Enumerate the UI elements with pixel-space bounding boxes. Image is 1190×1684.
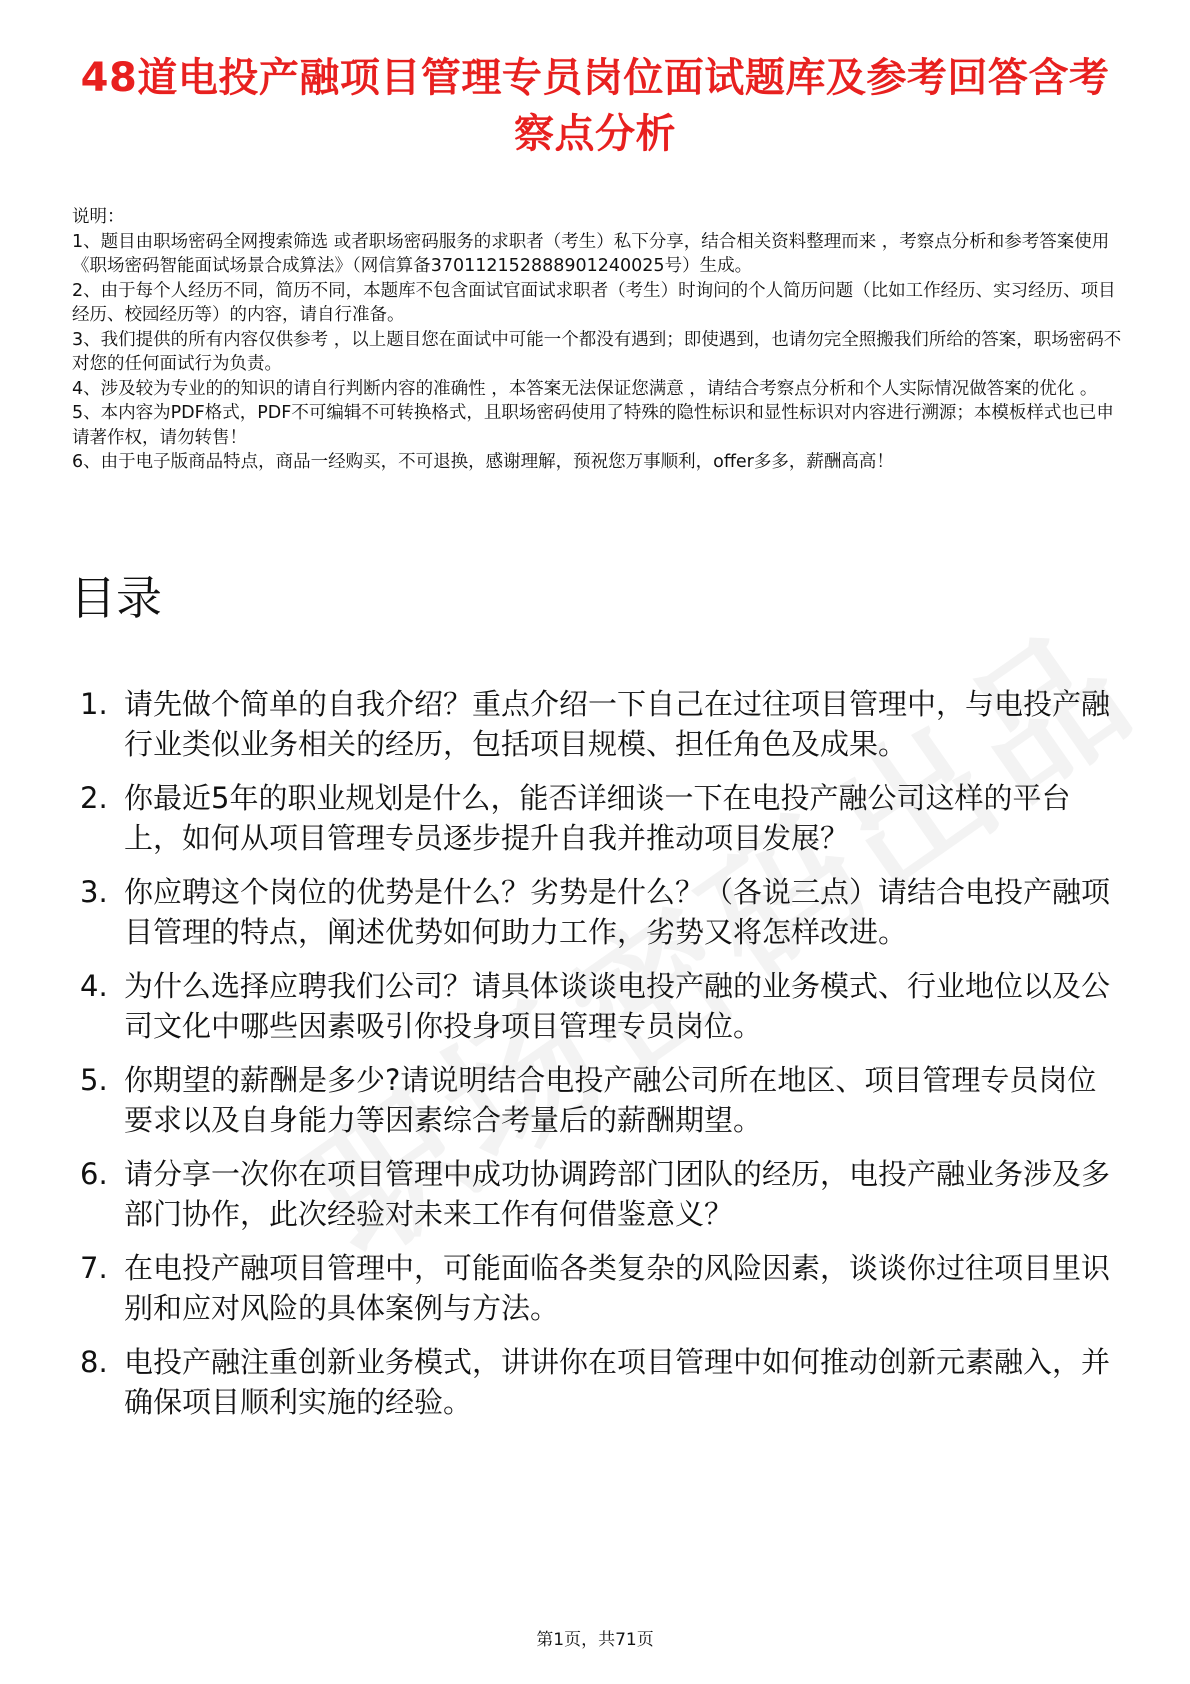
- toc-item-number: 8.: [80, 1345, 108, 1379]
- toc-item-number: 5.: [80, 1063, 108, 1097]
- note-item: 1、题目由职场密码全网搜索筛选 或者职场密码服务的求职者（考生）私下分享，结合相关资料整理而来 ，考察点分析和参考答案使用《职场密码智能面试场景合成算法》（网信算备370112152888901240025号）生成。: [72, 231, 1110, 276]
- note-item: 3、我们提供的所有内容仅供参考 ，以上题目您在面试中可能一个都没有遇到；即使遇到，也请勿完全照搬我们所给的答案，职场密码不对您的任何面试行为负责。: [72, 329, 1122, 374]
- toc-item-text: 为什么选择应聘我们公司？请具体谈谈电投产融的业务模式、行业地位以及公司文化中哪些因素吸引你投身项目管理专员岗位。: [124, 969, 1111, 1043]
- page-footer: 第1页，共71页: [536, 1630, 654, 1650]
- note-item: 2、由于每个人经历不同，简历不同，本题库不包含面试官面试求职者（考生）时询问的个人简历问题（比如工作经历、实习经历、项目经历、校园经历等）的内容，请自行准备。: [72, 280, 1116, 325]
- note-item: 5、本内容为PDF格式，PDF不可编辑不可转换格式，且职场密码使用了特殊的隐性标识和显性标识对内容进行溯源；本模板样式也已申请著作权，请勿转售！: [72, 403, 1114, 448]
- toc-item[interactable]: [80, 1248, 1125, 1328]
- document-title: 48道电投产融项目管理专员岗位面试题库及参考回答含考察点分析: [80, 55, 1110, 157]
- toc-item-number: 7.: [80, 1251, 108, 1285]
- toc-item-number: 1.: [80, 687, 108, 721]
- toc-item[interactable]: [80, 778, 1125, 858]
- toc-heading: 目录: [70, 571, 162, 625]
- toc-item[interactable]: [80, 872, 1125, 952]
- toc-item-number: 6.: [80, 1157, 108, 1191]
- toc-item-text: 你应聘这个岗位的优势是什么？劣势是什么？（各说三点）请结合电投产融项目管理的特点，阐述优势如何助力工作，劣势又将怎样改进。: [124, 875, 1111, 949]
- toc-item[interactable]: [80, 684, 1125, 764]
- toc-item-number: 3.: [80, 875, 108, 909]
- toc-item[interactable]: [80, 966, 1125, 1046]
- toc-item[interactable]: [80, 1342, 1125, 1422]
- notes-heading: 说明：: [72, 207, 125, 227]
- toc-item-text: 你最近5年的职业规划是什么，能否详细谈一下在电投产融公司这样的平台上，如何从项目管理专员逐步提升自我并推动项目发展？: [124, 781, 1071, 855]
- toc-item[interactable]: [80, 1154, 1125, 1234]
- toc-item-text: 你期望的薪酬是多少?请说明结合电投产融公司所在地区、项目管理专员岗位要求以及自身能力等因素综合考量后的薪酬期望。: [124, 1063, 1097, 1137]
- toc-item-number: 2.: [80, 781, 108, 815]
- toc-item-text: 请分享一次你在项目管理中成功协调跨部门团队的经历，电投产融业务涉及多部门协作，此次经验对未来工作有何借鉴意义？: [124, 1157, 1111, 1231]
- note-item: 6、由于电子版商品特点，商品一经购买，不可退换，感谢理解，预祝您万事顺利，offer多多，薪酬高高！: [72, 452, 894, 472]
- toc-item-number: 4.: [80, 969, 108, 1003]
- toc-item-text: 电投产融注重创新业务模式，讲讲你在项目管理中如何推动创新元素融入，并确保项目顺利实施的经验。: [124, 1345, 1111, 1419]
- toc-item-text: 在电投产融项目管理中，可能面临各类复杂的风险因素，谈谈你过往项目里识别和应对风险的具体案例与方法。: [124, 1251, 1111, 1325]
- toc-item-text: 请先做个简单的自我介绍？重点介绍一下自己在过往项目管理中，与电投产融行业类似业务相关的经历，包括项目规模、担任角色及成果。: [124, 687, 1111, 761]
- toc-item[interactable]: [80, 1060, 1125, 1140]
- notes-section: [72, 205, 1122, 475]
- note-item: 4、涉及较为专业的的知识的请自行判断内容的准确性 ，本答案无法保证您满意 ，请结合考察点分析和个人实际情况做答案的优化 。: [72, 378, 1098, 399]
- toc-list: [80, 684, 1125, 1436]
